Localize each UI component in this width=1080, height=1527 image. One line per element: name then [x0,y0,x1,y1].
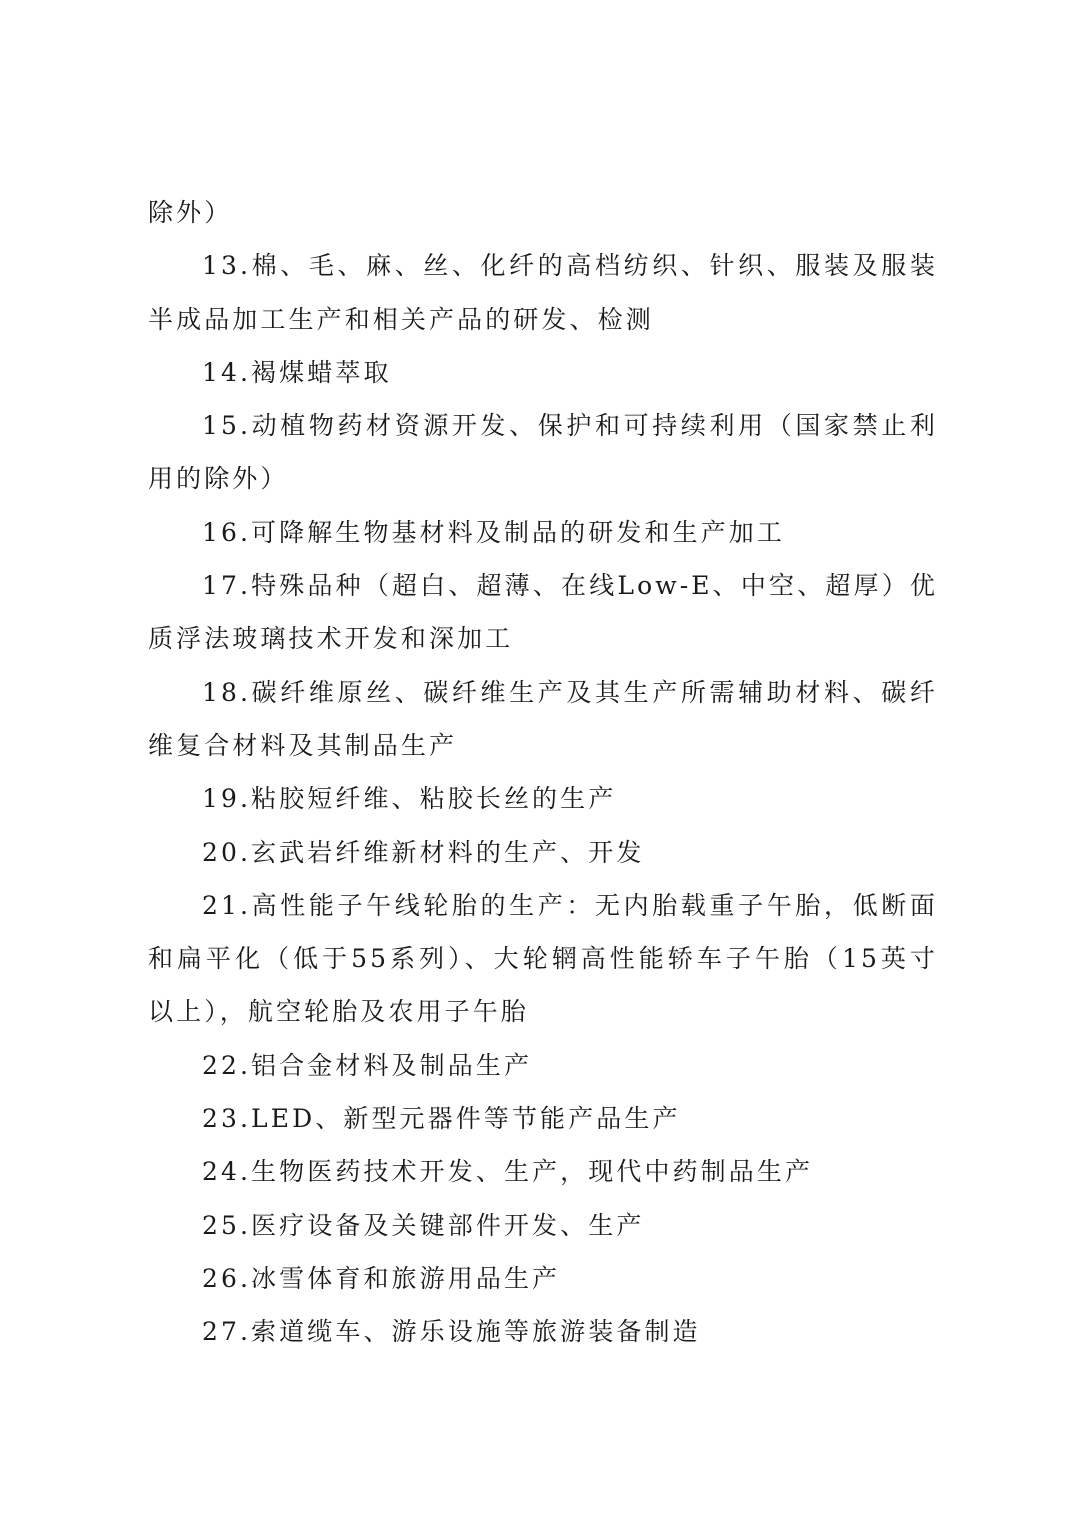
list-item-25: 25.医疗设备及关键部件开发、生产 [202,1210,645,1240]
list-item-17: 17.特殊品种（超白、超薄、在线Low-E、中空、超厚）优质浮法玻璃技术开发和深加工 [148,571,938,654]
document-body [148,186,938,1359]
list-item-27: 27.索道缆车、游乐设施等旅游装备制造 [202,1317,701,1347]
list-item-15: 15.动植物药材资源开发、保护和可持续利用（国家禁止利用的除外） [148,411,938,494]
paragraph-continuation: 除外） [148,198,233,227]
list-item-14: 14.褐煤蜡萃取 [202,357,392,387]
list-item-19: 19.粘胶短纤维、粘胶长丝的生产 [202,784,617,814]
list-item-13: 13.棉、毛、麻、丝、化纤的高档纺织、针织、服装及服装半成品加工生产和相关产品的研发、检测 [148,251,938,334]
list-item-16: 16.可降解生物基材料及制品的研发和生产加工 [202,517,785,547]
list-item-21: 21.高性能子午线轮胎的生产：无内胎载重子午胎，低断面和扁平化（低于55系列）、大轮辋高性能轿车子午胎（15英寸以上），航空轮胎及农用子午胎 [148,890,938,1027]
list-item-26: 26.冰雪体育和旅游用品生产 [202,1263,561,1293]
list-item-23: 23.LED、新型元器件等节能产品生产 [202,1104,681,1134]
list-item-18: 18.碳纤维原丝、碳纤维生产及其生产所需辅助材料、碳纤维复合材料及其制品生产 [148,677,938,760]
list-item-24: 24.生物医药技术开发、生产，现代中药制品生产 [202,1157,814,1187]
list-item-20: 20.玄武岩纤维新材料的生产、开发 [202,837,645,867]
list-item-22: 22.铝合金材料及制品生产 [202,1050,533,1080]
